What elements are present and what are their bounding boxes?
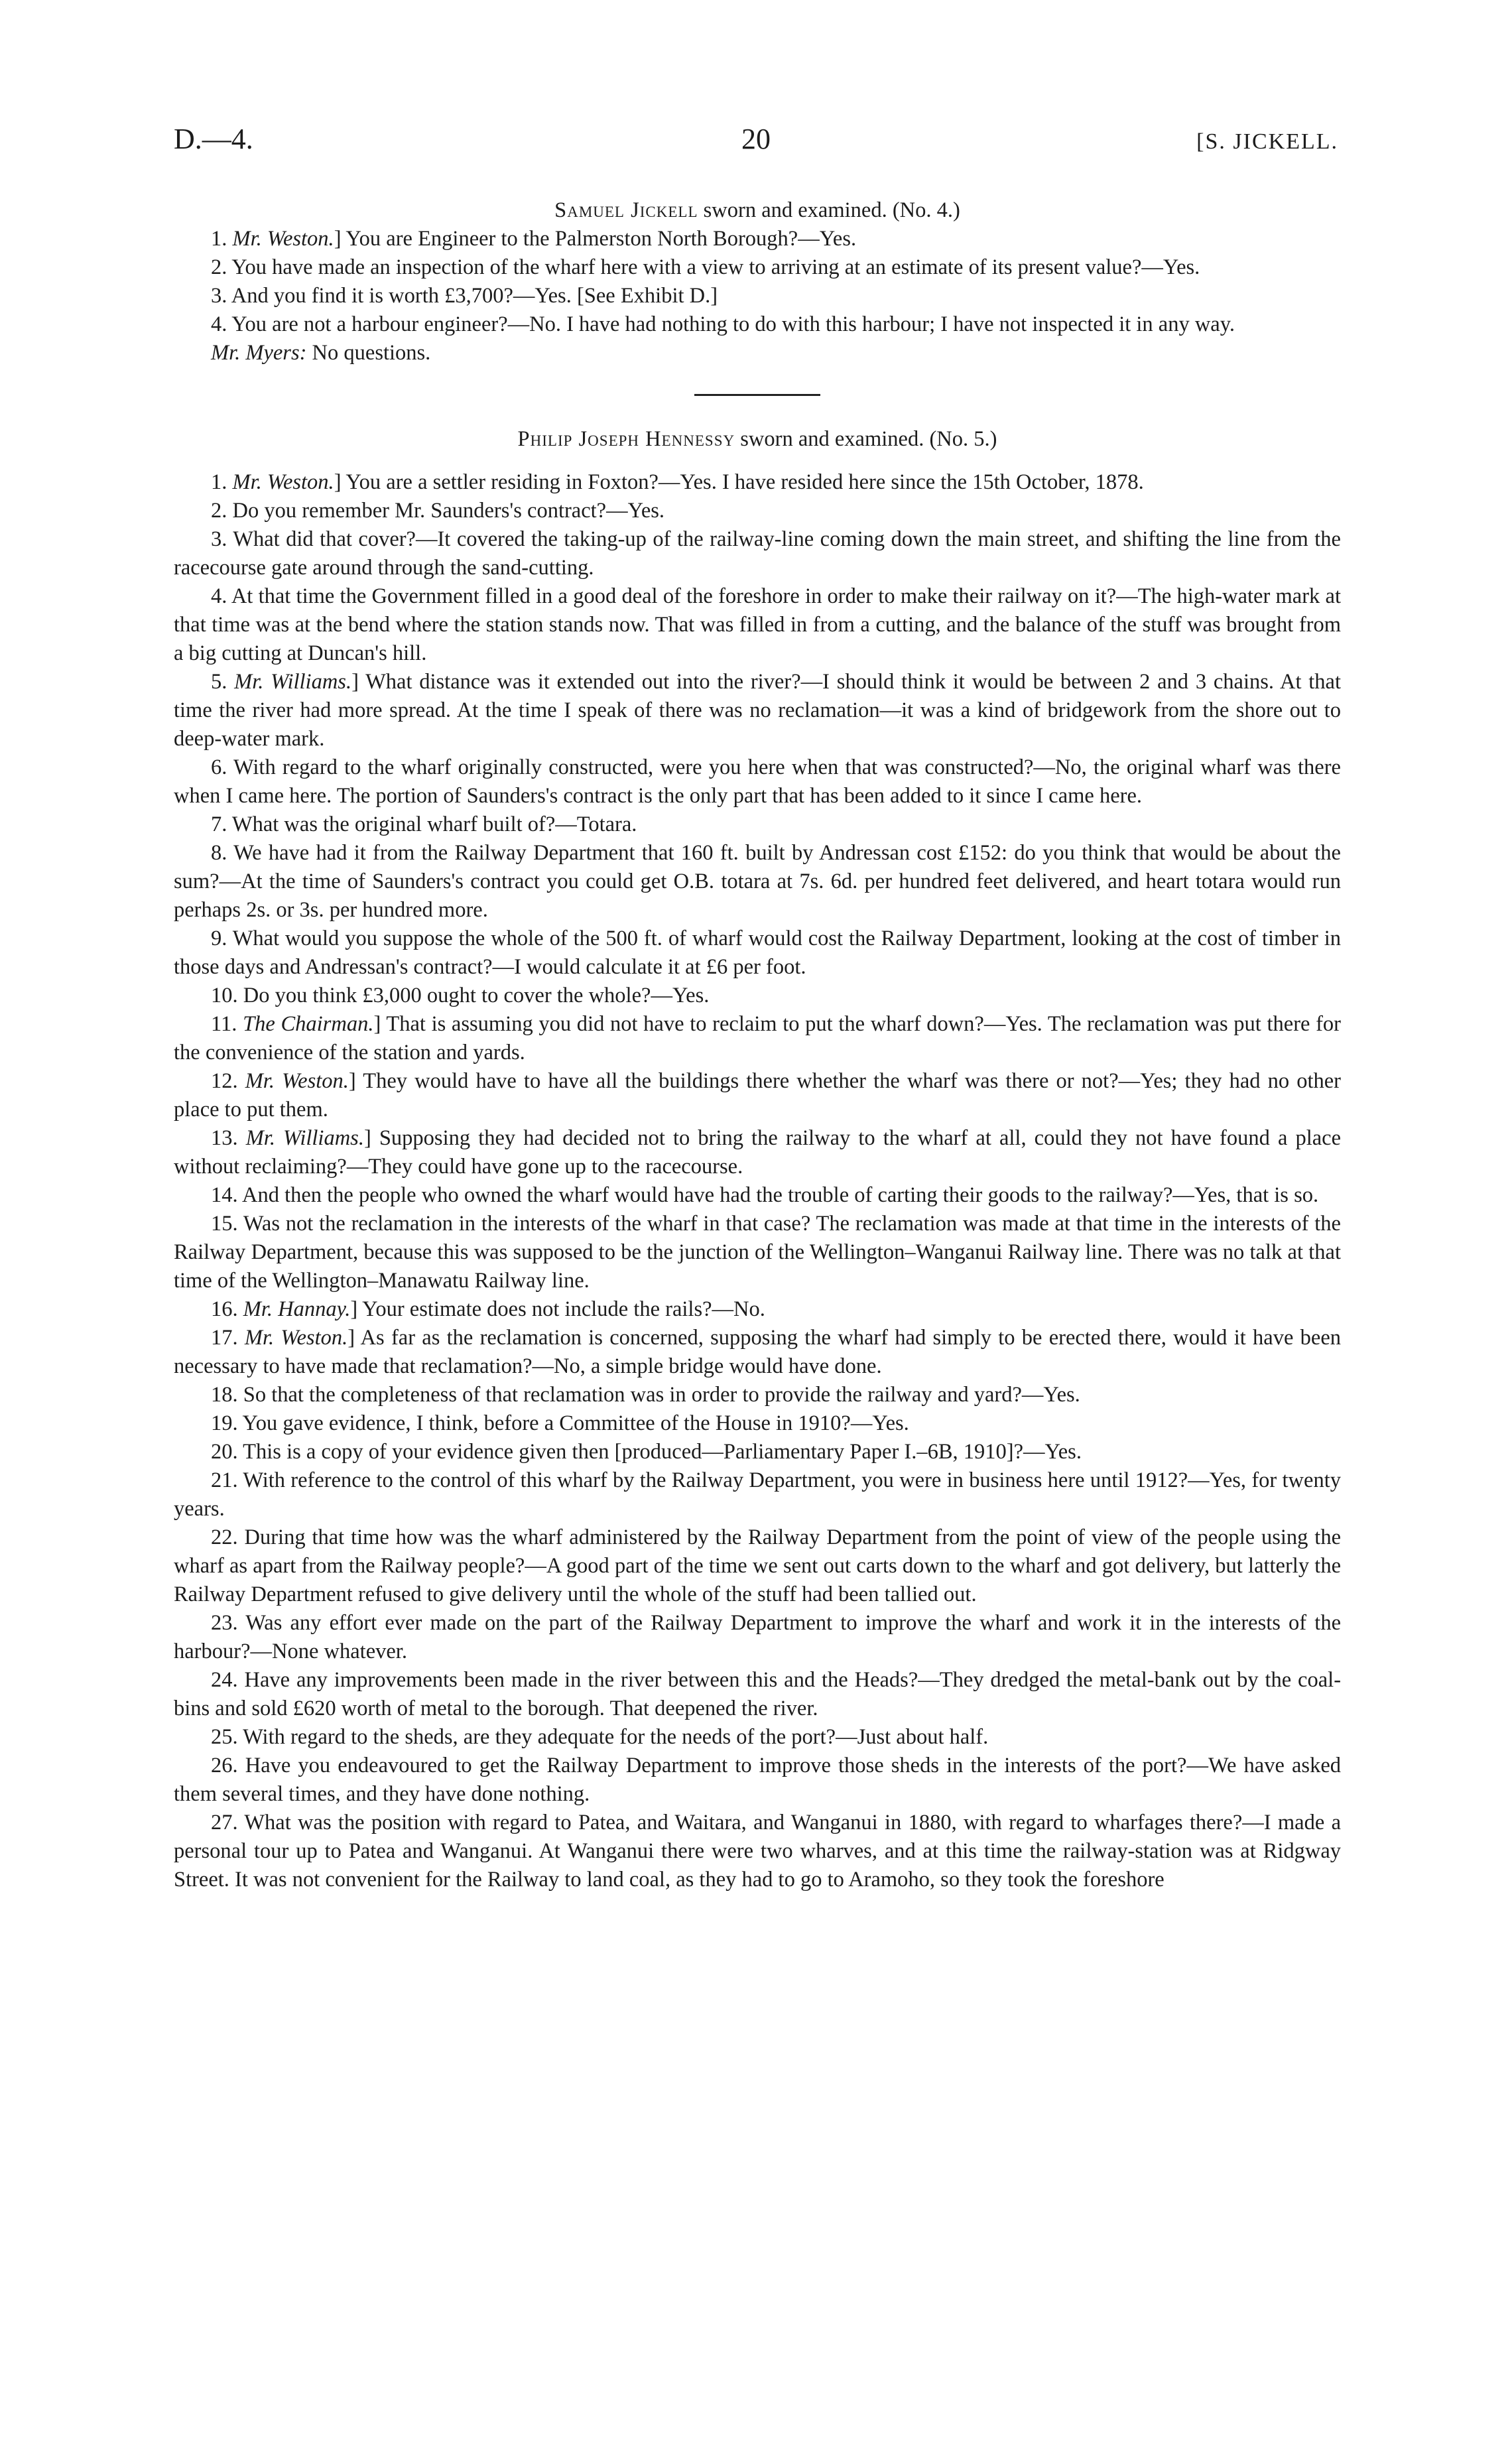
question-paragraph: 2. Do you remember Mr. Saunders's contract?—Yes.: [211, 499, 665, 523]
document-reference: D.—4.: [174, 123, 253, 155]
question-paragraph: 13. Mr. Williams.] Supposing they had decided not to bring the railway to the wharf at all, could they not have found a place without reclaiming?—They could have gone up to the racecourse.: [174, 1126, 1342, 1179]
question-paragraph: 18. So that the completeness of that reclamation was in order to provide the railway and yard?—Yes.: [211, 1383, 1080, 1407]
question-paragraph: 10. Do you think £3,000 ought to cover the whole?—Yes.: [211, 984, 710, 1007]
question-paragraph: 9. What would you suppose the whole of the 500 ft. of wharf would cost the Railway Department, looking at the cost of timber in those days and Andressan's contract?—I would calculate it at £6 per foot.: [174, 927, 1341, 979]
question-paragraph: 4. You are not a harbour engineer?—No. I have had nothing to do with this harbour; I have not inspected it in any way.: [211, 312, 1235, 336]
question-paragraph: 1. Mr. Weston.] You are a settler residing in Foxton?—Yes. I have resided here since the 15th October, 1878.: [211, 470, 1144, 494]
question-paragraph: 1. Mr. Weston.] You are Engineer to the Palmerston North Borough?—Yes.: [211, 227, 857, 251]
question-paragraph: 15. Was not the reclamation in the interests of the wharf in that case? The reclamation was made at that time in the interests of the Railway Department, because this was supposed to be the junction of the Wellington–Wanganui Railway line. There was no talk at that time of the Wellington–Manawatu Railway line.: [174, 1212, 1341, 1293]
page-number: 20: [741, 123, 771, 155]
question-paragraph: 3. What did that cover?—It covered the taking-up of the railway-line coming down the main street, and shifting the line from the racecourse gate around through the sand-cutting.: [174, 527, 1341, 580]
question-paragraph: 6. With regard to the wharf originally constructed, were you here when that was constructed?—No, the original wharf was there when I came here. The portion of Saunders's contract is the only part that has been added to it since I came here.: [174, 755, 1341, 808]
question-paragraph: 24. Have any improvements been made in the river between this and the Heads?—They dredged the metal-bank out by the coal-bins and sold £620 worth of metal to the borough. That deepened the river.: [174, 1668, 1342, 1720]
question-paragraph: 7. What was the original wharf built of?—Totara.: [211, 812, 637, 836]
question-paragraph: 25. With regard to the sheds, are they adequate for the needs of the port?—Just about half.: [211, 1725, 989, 1749]
witness-heading-jickell: Samuel Jickell sworn and examined. (No. 4.): [554, 198, 960, 222]
question-paragraph: 8. We have had it from the Railway Department that 160 ft. built by Andressan cost £152: do you think that would be about the sum?—At the time of Saunders's contract you could get O.B. totara at 7s. 6d. per hundred feet delivered, and heart totara would run perhaps 2s. or 3s. per hundred more.: [174, 841, 1341, 922]
question-paragraph: 19. You gave evidence, I think, before a Committee of the House in 1910?—Yes.: [211, 1411, 909, 1435]
section-divider: [694, 394, 820, 396]
question-paragraph: 2. You have made an inspection of the wharf here with a view to arriving at an estimate of its present value?—Yes.: [211, 255, 1200, 279]
question-paragraph: 23. Was any effort ever made on the part of the Railway Department to improve the wharf and work it in the interests of the harbour?—None whatever.: [174, 1611, 1341, 1663]
page-header: [174, 125, 1338, 164]
question-paragraph: 16. Mr. Hannay.] Your estimate does not include the rails?—No.: [211, 1297, 765, 1321]
question-paragraph: 27. What was the position with regard to Patea, and Waitara, and Wanganui in 1880, with regard to wharfages there?—I made a personal tour up to Patea and Wanganui. At Wanganui there were two wharves, and at this time the railway-station was at Ridgway Street. It was not convenient for the Railway to land coal, as they had to go to Aramoho, so they took the foreshore: [174, 1811, 1341, 1892]
question-paragraph: 21. With reference to the control of this wharf by the Railway Department, you were in business here until 1912?—Yes, for twenty years.: [174, 1468, 1341, 1521]
question-paragraph: 4. At that time the Government filled in a good deal of the foreshore in order to make their railway on it?—The high-water mark at that time was at the bend where the station stands now. That was filled in from a cutting, and the balance of the stuff was brought from a big cutting at Duncan's hill.: [174, 584, 1341, 665]
question-paragraph: 17. Mr. Weston.] As far as the reclamation is concerned, supposing the wharf had simply to be erected there, would it have been necessary to have made that reclamation?—No, a simple bridge would have done.: [174, 1326, 1342, 1378]
question-paragraph: 26. Have you endeavoured to get the Railway Department to improve those sheds in the interests of the port?—We have asked them several times, and they have done nothing.: [174, 1754, 1341, 1806]
running-head: [S. JICKELL.: [1196, 129, 1338, 154]
statement-paragraph: Mr. Myers: No questions.: [211, 341, 431, 365]
question-paragraph: 11. The Chairman.] That is assuming you did not have to reclaim to put the wharf down?—Yes. The reclamation was put there for the convenience of the station and yards.: [174, 1012, 1342, 1064]
question-paragraph: 20. This is a copy of your evidence given then [produced—Parliamentary Paper I.–6B, 1910]?—Yes.: [211, 1440, 1082, 1464]
body-column: [174, 196, 1341, 1894]
question-paragraph: 3. And you find it is worth £3,700?—Yes. [See Exhibit D.]: [211, 284, 718, 308]
question-paragraph: 12. Mr. Weston.] They would have to have all the buildings there whether the wharf was there or not?—Yes; they had no other place to put them.: [174, 1069, 1342, 1122]
question-paragraph: 14. And then the people who owned the wharf would have had the trouble of carting their goods to the railway?—Yes, that is so.: [211, 1183, 1319, 1207]
witness-heading-hennessy: Philip Joseph Hennessy sworn and examined. (No. 5.): [517, 427, 997, 451]
question-paragraph: 5. Mr. Williams.] What distance was it extended out into the river?—I should think it would be between 2 and 3 chains. At that time the river had more spread. At the time I speak of there was no reclamation—it was a kind of bridgework from the shore out to deep-water mark.: [174, 670, 1342, 751]
question-paragraph: 22. During that time how was the wharf administered by the Railway Department from the point of view of the people using the wharf as apart from the Railway people?—A good part of the time we sent out carts down to the wharf and got delivery, but latterly the Railway Department refused to give delivery until the whole of the stuff had been tallied out.: [174, 1525, 1341, 1606]
